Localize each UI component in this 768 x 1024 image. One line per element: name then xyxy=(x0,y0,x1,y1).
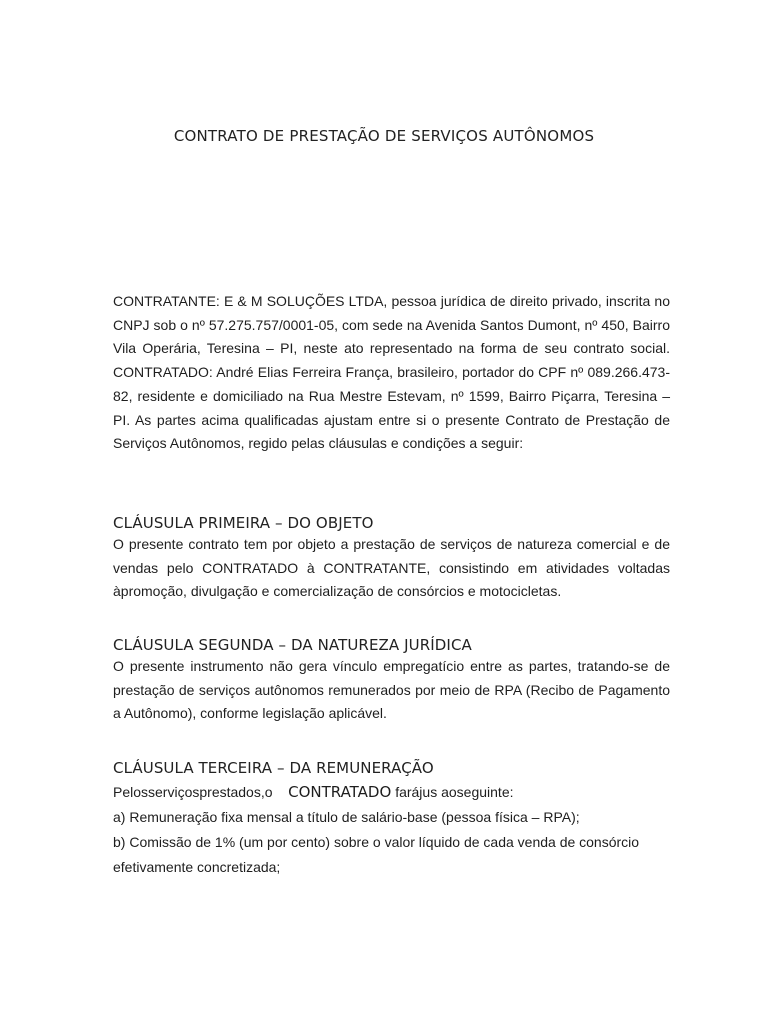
clause-3-lead-part-3: farájus aoseguinte: xyxy=(395,784,514,800)
clause-3-item-b-line-2: efetivamente concretizada; xyxy=(113,859,281,875)
clause-3-heading: CLÁUSULA TERCEIRA – DA REMUNERAÇÃO xyxy=(113,759,434,777)
clause-3-lead-contratado: CONTRATADO xyxy=(288,783,392,801)
clause-3-lead-part-1: Pelosserviçosprestados,o xyxy=(113,784,273,800)
document-title: CONTRATO DE PRESTAÇÃO DE SERVIÇOS AUTÔNOMOS xyxy=(173,127,595,145)
clause-1-heading: CLÁUSULA PRIMEIRA – DO OBJETO xyxy=(113,514,374,532)
clause-2-heading: CLÁUSULA SEGUNDA – DA NATUREZA JURÍDICA xyxy=(113,636,472,654)
clause-3-lead xyxy=(113,780,670,804)
clause-3-item-a: a) Remuneração fixa mensal a título de salário-base (pessoa física – RPA); xyxy=(113,809,580,825)
intro-paragraph: CONTRATANTE: E & M SOLUÇÕES LTDA, pessoa jurídica de direito privado, inscrita no CNPJ sob o nº 57.275.757/0001-05, com sede na Avenida Santos Dumont, nº 450, Bairro Vila Operária, Teresina – PI, neste ato representado na forma de seu contrato social. CONTRATADO: André Elias Ferreira França, brasileiro, portador do CPF nº 089.266.473-82, residente e domiciliado na Rua Mestre Estevam, nº 1599, Bairro Piçarra, Teresina – PI. As partes acima qualificadas ajustam entre si o presente Contrato de Prestação de Serviços Autônomos, regido pelas cláusulas e condições a seguir: xyxy=(113,293,670,452)
clause-3-item-b-line-1: b) Comissão de 1% (um por cento) sobre o valor líquido de cada venda de consórcio xyxy=(113,834,640,850)
clause-1-text: O presente contrato tem por objeto a prestação de serviços de natureza comercial e de vendas pelo CONTRATADO à CONTRATANTE, consistindo em atividades voltadas àpromoção, divulgação e comercialização de consórcios e motocicletas. xyxy=(113,536,670,600)
clause-2-text: O presente instrumento não gera vínculo empregatício entre as partes, tratando-se de prestação de serviços autônomos remunerados por meio de RPA (Recibo de Pagamento a Autônomo), conforme legislação aplicável. xyxy=(113,658,670,722)
